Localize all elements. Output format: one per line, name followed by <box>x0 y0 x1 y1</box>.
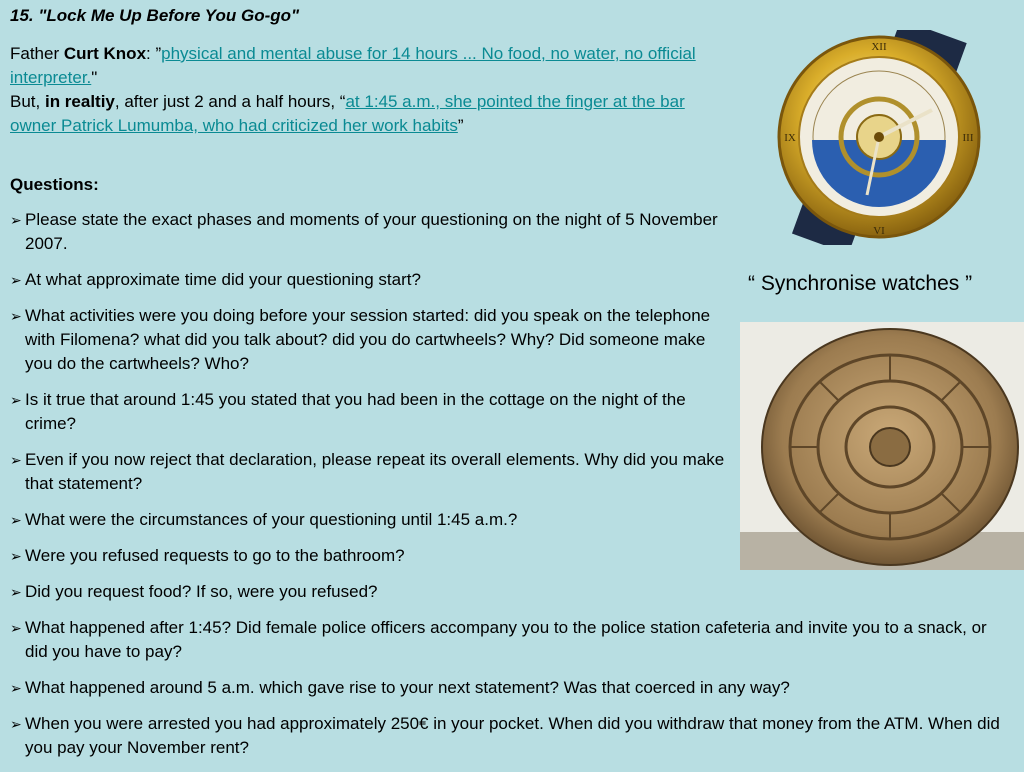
emphasis-text: in realtiy <box>44 92 115 111</box>
arrow-bullet-icon: ➢ <box>10 680 22 696</box>
question-text: What were the circumstances of your questioning until 1:45 a.m.? <box>25 510 518 529</box>
svg-text:XII: XII <box>871 41 887 53</box>
question-text: What activities were you doing before your session started: did you speak on the telephone with Filomena? what did you talk about? did you do cartwheels? Why? Did someone make you do the cartwheels? Who? <box>25 306 711 373</box>
arrow-bullet-icon: ➢ <box>10 452 22 468</box>
list-item <box>10 508 730 532</box>
astronomical-watch-image <box>772 30 987 245</box>
question-text: Please state the exact phases and moments of your questioning on the night of 5 November 2007. <box>25 210 718 253</box>
intro-text: Father <box>10 44 64 63</box>
arrow-bullet-icon: ➢ <box>10 512 22 528</box>
quote-link-lumumba[interactable]: at 1:45 a.m., she pointed the finger at the bar owner Patrick Lumumba, who had criticized her work habits <box>10 92 685 135</box>
arrow-bullet-icon: ➢ <box>10 548 22 564</box>
list-item <box>10 448 730 496</box>
arrow-bullet-icon: ➢ <box>10 584 22 600</box>
arrow-bullet-icon: ➢ <box>10 272 22 288</box>
question-text: Did you request food? If so, were you refused? <box>25 582 378 601</box>
intro-text: ” <box>457 116 464 135</box>
intro-block <box>10 42 715 138</box>
list-item <box>10 616 1000 664</box>
arrow-bullet-icon: ➢ <box>10 308 22 324</box>
intro-line-1 <box>10 42 715 90</box>
intro-text: " <box>91 68 98 87</box>
intro-text: , after just 2 and a half hours, “ <box>114 92 346 111</box>
question-text: Even if you now reject that declaration, please repeat its overall elements. Why did you make that statement? <box>25 450 725 493</box>
list-item <box>10 208 730 256</box>
list-item <box>10 712 1000 760</box>
person-name: Curt Knox <box>63 44 147 63</box>
intro-text: But, <box>10 92 45 111</box>
arrow-bullet-icon: ➢ <box>10 392 22 408</box>
list-item <box>10 304 730 376</box>
arrow-bullet-icon: ➢ <box>10 716 22 732</box>
watch-caption: “ Synchronise watches ” <box>748 272 973 295</box>
question-text: Is it true that around 1:45 you stated that you had been in the cottage on the night of the crime? <box>25 390 686 433</box>
question-text: What happened after 1:45? Did female police officers accompany you to the police station cafeteria and invite you to a snack, or did you have to pay? <box>25 618 987 661</box>
svg-text:IX: IX <box>784 132 796 144</box>
arrow-bullet-icon: ➢ <box>10 620 22 636</box>
quote-link-abuse[interactable]: physical and mental abuse for 14 hours ... No food, no water, no official interpreter. <box>10 44 696 87</box>
list-item <box>10 580 730 604</box>
aztec-calendar-stone-image <box>740 322 1024 570</box>
list-item <box>10 676 1000 700</box>
arrow-bullet-icon: ➢ <box>10 212 22 228</box>
question-text: At what approximate time did your questioning start? <box>25 270 421 289</box>
list-item <box>10 388 730 436</box>
questions-heading: Questions: <box>10 175 99 194</box>
question-text: When you were arrested you had approximately 250€ in your pocket. When did you withdraw that money from the ATM. When did you pay your November rent? <box>25 714 1000 757</box>
intro-line-2 <box>10 90 715 138</box>
intro-text: : ” <box>146 44 162 63</box>
svg-text:III: III <box>962 132 974 144</box>
slide-title: 15. "Lock Me Up Before You Go-go" <box>10 6 300 25</box>
list-item <box>10 544 730 568</box>
question-text: Were you refused requests to go to the bathroom? <box>25 546 405 565</box>
svg-text:VI: VI <box>873 225 885 237</box>
question-text: What happened around 5 a.m. which gave rise to your next statement? Was that coerced in any way? <box>25 678 790 697</box>
list-item <box>10 268 730 292</box>
